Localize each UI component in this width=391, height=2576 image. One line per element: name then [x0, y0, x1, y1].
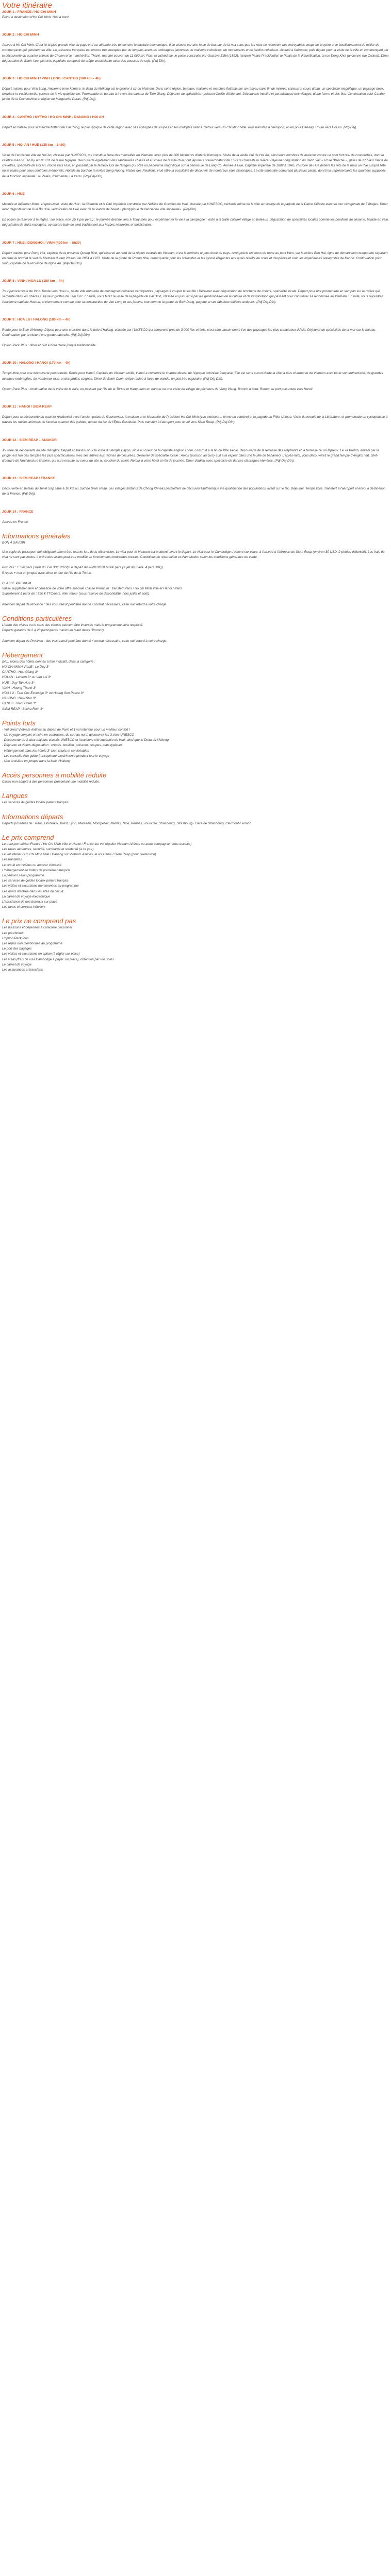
list-item: HUE : Duy Tan Hue 3* [2, 681, 35, 685]
list-item: Supplément à partir de : 590 € TTC/pers. Aller retour (sous réserve de disponibilité, hors juillet et août). [2, 592, 150, 596]
departures-title: Informations départs [2, 812, 63, 821]
day-13 [2, 476, 389, 497]
included-list [2, 842, 389, 910]
day-title: JOUR 13 : SIEM REAP / FRANCE [2, 477, 55, 481]
list-item: L'assistance de nos bureaux sur place [2, 900, 57, 904]
list-item: HALONG : New Star 3* [2, 697, 36, 701]
day-title: JOUR 1 : FRANCE / HO CHI MINH [2, 10, 56, 14]
day-text: Départ matinal pour Dong Hoi, capitale de la province Quang Binh, qui réservé au nord de la région centrale du Vietnam, c'est la territoire le plus étroit du pays. Arrêt précis en cours de route au pont Hien, sur la rivière Ben Hai, ligne de démarcation temporaire séparant en deux le nord et le sud du Vietnam durant 20 ans, de 1954 à 1973. Visite de la grotte de Phong Nha, remarquable pour les stalactites et les ignoré élégantes aux quais résulte de scies et d'espèces et clair, les impérieuses stalagmites de Kanno. Continuation pour Vinh, capitale de la Province de Nghe An. (Pdj-Déj-Dîn). [2, 251, 388, 266]
day-10 [2, 361, 389, 392]
general-info-title: Informations générales [2, 532, 71, 540]
day-title: JOUR 12 : SIEM REAP – ANGKOR [2, 438, 57, 442]
list-item: Les taxes aériennes, sécurité, surcharge et solidarité (à ce jour) [2, 848, 94, 852]
list-item: Les services de guides locaux parlant français [2, 879, 69, 883]
day-1 [2, 10, 389, 20]
day-2 [2, 32, 389, 64]
list-item: 5 repas + nuit en jonque avec dîner et tour de l'ile de la Tortue [2, 571, 91, 575]
day-text: Départ pour la découverte du quartier résidentiel avec l'ancien palais du Gouverneur, la maison et le Mausolée du Président Ho Chi Minh (vue extérieure, fermé en octobre) et la pagode au Pilier Unique. Visite du temple de la Littérature, et promenade en cyclopousse à travers les ruelles animées de l'ancien quartier des guildes, autour du lac de l'Épée Restituée. Puis transfert à l'aéroport pour le vol vers Siem Reap. (Pdj-Déj-Dîn). [2, 415, 388, 425]
strengths-title: Points forts [2, 719, 36, 727]
list-item: Le transport aérien France / Ho Chi Minh Ville et Hanoi / France sur vol régulier Vietnam Airlines ou autre compagnie (sous escales) [2, 842, 192, 846]
day-title: JOUR 3 : HO CHI MINH / VINH LONG / CANTHO (180 km – 4h) [2, 77, 101, 81]
list-item: - Hébergement dans les hôtels 3* bien situés et confortables [2, 749, 89, 753]
excluded-title: Le prix ne comprend pas [2, 917, 76, 925]
list-item: Les taxes et services hôteliers [2, 905, 46, 909]
day-14 [2, 510, 389, 525]
languages-text: Les services de guides locaux parlant français [2, 801, 69, 805]
day-title: JOUR 8 : VINH / HOA LU (180 km – 4h) [2, 279, 64, 283]
conditions-list [2, 623, 389, 644]
list-item: Le vol intérieur Ho Chi Minh Ville / Danang sur Vietnam Airlines, le vol Hanoi / Siem Reap (pour l'extension) [2, 853, 156, 857]
list-item: HOA LU : Tam Coc Ecolodge 3* ou Hoang Son Peace 3* [2, 691, 84, 695]
list-item: - Déjeuner et dîners dégustation : crêpes, bouillon, poissons, soupes, plats typiques [2, 743, 123, 748]
list-item: Les visites et excursions en option (à régler sur place) [2, 952, 80, 956]
day-text: Journée de découverte du site d'Angkor. Départ en tuk-tuk pour la visite du temple Bayon, situé au coeur de la capitale Angkor Thom, construit à la fin du XIIe siècle. Découverte de la terrasse des éléphants et la terrasse du roi lépreux. Le Ta Prohm, envahi par la jungle, est l'un des temples les plus spectaculaires avec ses arbres aux racines démesurées. Déjeuner de spécialité locale : Amok (poisson au curry cuit à la vapeur dans une feuille de bananier). L'après-midi, vous découvrirez le grand temple d'Angkor Vat, chef-d'oeuvre de l'architecture khmère, qui aura ensuite au coeur du site au coucher du soleil. Retour à votre hôtel en fin de journée. Dîner d'adieu avec spectacle de danses classiques khmères. (Pdj-Déj-Dîn). [2, 448, 379, 463]
day-text: Départ matinal pour Vinh Long. Ancienne terre khmère, le delta du Mékong est le grenier à riz du Vietnam. Dans cette région, bateaux, maisons et marchés flottants sur un réseau sans fin de rivières, canaux et cours d'eau, un spectacle magnifique, un paysage doux, luxuriant et traditionnelle, scènes de la vie quotidienne. Promenade en bateau à travers les canaux de Tien Giang. Déjeuner de spécialités : poisson Oreille d'éléphant. Découverte insolite et paradisiaque des villages, d'une ferme et des îles. Continuation pour Cantho, jardin de la Cochinchine et région de Margeurite Duras. (Pdj-Déj). [2, 87, 386, 101]
conditions-title: Conditions particulières [2, 614, 72, 622]
list-item: L'ordre des visites ou le sens des circuits peuvent être inversés mais le programme sera respecté. [2, 623, 143, 627]
list-item: SIEM REAP : Sokha Roth 3* [2, 707, 43, 711]
day-7 [2, 241, 389, 267]
list-item: - Les conseils d'un guide francophone expérimenté pendant tout le voyage [2, 754, 109, 758]
list-item: Les assurances et transferts [2, 968, 43, 972]
day-5 [2, 143, 389, 179]
list-item: Les boissons et dépenses à caractère personnel [2, 926, 72, 930]
day-text: Temps libre pour une découverte personnelle. Route pour Hanoï. Capitale du Vietnam unifié, Hanoï a conservé le charme désuet de l'époque coloniale française. Elle est sans aucun doute la ville la plus charmante du Vietnam avec toute son authenticité, de grandes avenues ombragées, de nombreux lacs, et des jardins soignés. Dîner de Banh Cuon, crêpe roulée à farce de viande, un plat très populaire. (Pdj-Déj-Dîn). [2, 371, 383, 381]
day-text: Matinée et déjeuner libres. L'après-midi, visite de Hué : la Citadelle et la Cité Impériale construite par l'édifice de Gravilles de Hué, classée par l'UNESCO, véritable dôme de la ville au vestige de la pagode de la Dame Céleste avec sa tour octogonale de 7 étages. Dîner avec dégustation de Bun Bo Hué, vermicelles de Hué avec de la viande de boeuf « plat typique de l'ancienne ville impériale». (Pdj-Dîn). [2, 202, 388, 212]
list-item: L'hébergement en hôtels de première catégorie [2, 868, 71, 872]
list-item [2, 633, 389, 638]
languages-title: Langues [2, 792, 28, 800]
day-title: JOUR 5 : HOI AN / HUE (135 km – 3h30) [2, 143, 66, 147]
day-title: JOUR 4 : CANTHO / MYTHO / HO CHI MINH / DANANG / HOI AN [2, 115, 104, 119]
day-9 [2, 317, 389, 349]
list-item: La carnet de voyage électronique [2, 894, 51, 899]
accessibility-text: Circuit non adapté à des personnes présentant une mobilité réduite. [2, 780, 100, 784]
list-item: Attention départ de Province : des vols transit peut être donné / contrat nécessaire, cette nuit retard à votre charge. [2, 639, 168, 643]
hotels-title: Hébergement [2, 651, 43, 659]
day-title: JOUR 6 : HUE [2, 192, 25, 196]
day-3 [2, 76, 389, 103]
page-title: Votre itinéraire [2, 1, 52, 10]
prices-list [2, 565, 389, 607]
list-item: HOI AN : Lantern 3* ou Van Loi 3* [2, 675, 52, 680]
list-item: Le circuit en minibus ou autocar climatisé [2, 863, 62, 867]
day-option-text: Option Pack Plus : dîner et nuit à bord d'une jonque traditionnelle. [2, 344, 97, 348]
list-item: Le port des bagages [2, 947, 32, 951]
list-item: Les transferts [2, 858, 22, 862]
list-item: Prix Pax : 1 590 pers (sujet du 2 er 30/6 2022) Le départ du 26/01/2020 (460€ pers (sujet du 3 ave. 4 pers 30€)) [2, 566, 163, 570]
list-item [2, 597, 389, 602]
day-option-text: En option (à réserver à la règle) : sur place, env. 25 € par pers.) : le journée destiné vers à Thuy Bieu pour expérimenter la vie à la campagne : visite à la Salle culturel village en bateaux, dégustation de spécialités locales comme les bouillons au sésame, balade en vélo, dégustation de fruits exotiques, ou encore bain de pied traditionnel aux herbes naturelles et médicinales. [2, 218, 389, 227]
list-item: Attention départ de Province : des vols transit peut être donné / contrat nécessaire, cette nuit retard à votre charge. [2, 602, 168, 606]
list-item: Les repas non mentionnés au programme [2, 942, 62, 946]
day-text: Envol à destination d'Ho Chi Minh. Nuit à bord. [2, 15, 70, 19]
day-text: Arrivée à Ho Chi Minh. C'est ici la plus grande ville du pays et c'est affirmée très tôt comme la capitale économique. Il se cisoule par une foule de bus sur de la nuit sans que les rues ne réservent des incroyables coups de bruyère et le bouillonnement de millier de commerçants qui génèrent sa ville. La présence française est encore très marquée par de longues avenues ombragées jalonnées de maisons coloniales, de monuments et de jardins coloniaux. Accueil à l'aéroport, puis départ pour la visite de la ville en commençant par la découverte du quartier chinois de Cholon et le marché Ben Thanh, marché couvert de 11 000 m². Puis, la cathédrale, le poste construite par Gustave Eiffel (1892), l'ancien Palais Présidentiel, le Palais de la Réunification, la rue Dong Khoi (ancienne rue Catinat). Dîner dégustation de Banh Xeo, plat très populaire composé de crêpe croustillante avec des pousses de soja. (Pdj-Dîn). [2, 43, 389, 63]
list-item: Départs garantis de 2 à 28 participants maximum (sauf dates "Promo") [2, 629, 104, 633]
day-option-text: Option Pack Plus : continuation de la visite de la baie, en passant par l'île de la Tortue et Hang Luon en barque ou une visite du village de pêcheurs de Vung Vieng. Brunch à bord. Retour au port puis route vers Hanoï. [2, 387, 314, 391]
day-text: Tour panoramique de Vinh. Route vers Hoa Lu, petite ville entourée de montagnes calcaires verdoyantes, paysages à couper le souffle ! Déjeuner avec dégustation de brochette de chèvre, spécialité locale. Départ pour une promenade en sampan sur la rivière qui serpente dans les rizières jusqu'aux grottes de Tam Coc. Ensuite, vous ferez la visite de la pagode de Bai Dinh, classée en juin 2014 par les gestionnaires de la culture et de l'exploration qui passent pour contribuer sa renommée au Vietnam. Ensuite, vous rejoindrez l'ancienne capitale Hoa Lu, anciennement connue pour la construction de Van Long et ses jardins, tout comme la grotte de Bich Dong, pagode et ses fabuleux édifices antiques. (Pdj-Déj-Dîn). [2, 290, 383, 304]
list-item: CANTHO : Hau Giang 3* [2, 670, 38, 674]
accessibility-title: Accès personnes à mobilité réduite [2, 771, 107, 779]
hotels-list [2, 659, 389, 712]
general-info-text: Une copie du passeport doit obligatoirement être fournie lors de la réservation. Le visa pour le Vietnam est à obtenir avant le départ. Le visa pour le Cambodge s'obtient sur place, à l'arrivée à l'aéroport de Siem Reap (environ 30 USD, 2 photos d'identité). Les frais de visa ne sont pas inclus. L'ordre des visites peut être modifié en fonction des contraintes locales. Conditions de réservation et d'annulation selon les conditions générales de vente. [2, 550, 385, 560]
day-text: Départ en bateau pour le marché flottant de Cai Rang, le plus typique de cette région avec ses échoppes de soupes et ses multiples radios. Retour vers Ho Chi Minh Ville. Puis transfert à l'aéroport, envol pour Danang. Route vers Hoi An. (Pdj-Déj). [2, 125, 357, 129]
good-to-know-label: BON À SAVOIR [2, 540, 25, 545]
day-6 [2, 192, 389, 228]
list-item: Les droits d'entrée dans les sites du circuit [2, 889, 63, 893]
list-item: HANOI : Tirant Hotel 3* [2, 702, 36, 706]
list-item: CLASSE PREMIUM [2, 581, 31, 585]
strengths-list [2, 727, 389, 764]
day-title: JOUR 2 : HO CHI MINH [2, 33, 39, 37]
included-title: Le prix comprend [2, 833, 54, 841]
list-item: Les pourboires [2, 931, 24, 935]
list-item: Le carnet de voyage [2, 962, 32, 967]
day-8 [2, 279, 389, 305]
list-item: Les visites et excursions mentionnées au programme [2, 884, 79, 888]
day-4 [2, 115, 389, 130]
day-text: Visite de l'ancienne ville de Hoi An, classée par l'UNESCO, qui constitue l'une des merveilles du Vietnam, avec plus de 800 bâtiments d'intérêt historique. Visite de la vieille cité de Hoi An, ainsi leurs nombres de maisons contre un pont fort réel de coucourbes, dont la célèbre maison Tan Ky au N° 101 de la rue Nguyen. Découverte également des sanctuaires chinois et au coeur de la ville d'un pont japonais couvert datant de 1593 qui travaille la rivière. Déjeuner dégustation du Banh Vac « Rose Blanche », gâtes de riz blanc farcie de crevettes, spécialité de Hoi An. Route vers Hué, en passant par le fameux Col de Nuages qui offre un panorama magnifique sur la péninsule de Lang Co. Arrivée à Hué, Capitale impériale de 1802 à 1945, l'histoire de Hué détient les rêts de la mais un rôle jusqu'à l'été où le palais pour ceux contrôles mémoriels. Hôtellé au bord de la rivière Song Huong. Visites des Pavillons, Huê offre la possibilité de découvrir de nombreux sites historiques. La cité Impériale comprend plusieurs palais, dont trois représentants les quartiers supposés de la fonction impériale : le Palais, l'Humanité, La Vertu. (Pdj-Déj-Dîn). [2, 153, 388, 178]
list-item [2, 576, 389, 581]
day-12 [2, 438, 389, 464]
list-item: (NL), Noms des hôtels donnés à titre indicatif, dans la catégorie : [2, 659, 95, 664]
departures-text: Départs possibles de : Paris, Bordeaux, Brest, Lyon, Marseille, Montpellier, Nantes, Nice, Rennes, Toulouse, Strasbourg, Strasbourg · Gare de Strasbourg, Clermont-Ferrand [2, 821, 251, 825]
day-title: JOUR 9 : HOA LU / HALONG (180 km – 4h) [2, 317, 71, 321]
day-11 [2, 404, 389, 425]
list-item: VINH : Huong Thanh 3* [2, 686, 37, 690]
day-title: JOUR 14 : FRANCE [2, 510, 34, 514]
day-title: JOUR 7 : HUE / DONGHOI / VINH (400 km – 8h30) [2, 241, 81, 245]
list-item: - Une croisière en jonque dans la baie d'Halong [2, 759, 71, 764]
list-item: Valise supplémentaire et bénéficie de votre offre spéciale Classe Premium : transfert Paris / Ho chi Minh Ville et Hanoi / Paris [2, 587, 182, 591]
list-item: - Vol direct Vietnam Airlines au départ de Paris et 1 vol intérieur pour un meilleur confort ! [2, 727, 130, 732]
list-item: L'option Pack Plus [2, 936, 29, 940]
day-title: JOUR 11 : HANOI / SIEM REAP [2, 405, 52, 409]
day-text: Arrivée en France [2, 520, 28, 524]
day-text: Route pour la Baie d'Halong. Départ pour une croisière dans la baie d'Halong, classée par l'UNESCO qui comprend près de 3 000 îles et îlots, c'est sans aucun doute l'un des paysages les plus somptueux d'Asie. Déjeuner de spécialités de la mer sur le bateau. Continuation par la visite d'une grotte naturelle. (Pdj-Déj-Dîn). [2, 328, 377, 337]
list-item: La pension selon programme [2, 874, 44, 878]
page [0, 0, 391, 993]
list-item: HO CHI MINH VILLE : Le Duy 3* [2, 665, 50, 669]
list-item: Les visas (frais de visa Cambodge à payer sur place), obtention par vos soins [2, 957, 114, 961]
list-item: - Un voyage complet et riche en contrastes, du sud au nord, découvrez les 3 sites UNESCO [2, 733, 135, 737]
list-item: - Découverte de 3 sites majeurs classés UNESCO et l'ancienne cité impériale de Hué, ainsi que le Delta du Mékong [2, 738, 169, 742]
day-text: Découverte en bateau du Tonlé Sap situé à 10 km au Sud de Siem Reap. Les villages flottants de Chong Khneas permettent de découvrir l'authentique vie quotidienne des populations vivant sur le lac. Déjeuner. Temps libre. Transfert à l'aéroport et envol à destination de la France. (Pdj-Déj). [2, 487, 386, 496]
excluded-list [2, 925, 389, 973]
day-title: JOUR 10 : HALONG / HANOI (170 km – 4h) [2, 361, 71, 365]
